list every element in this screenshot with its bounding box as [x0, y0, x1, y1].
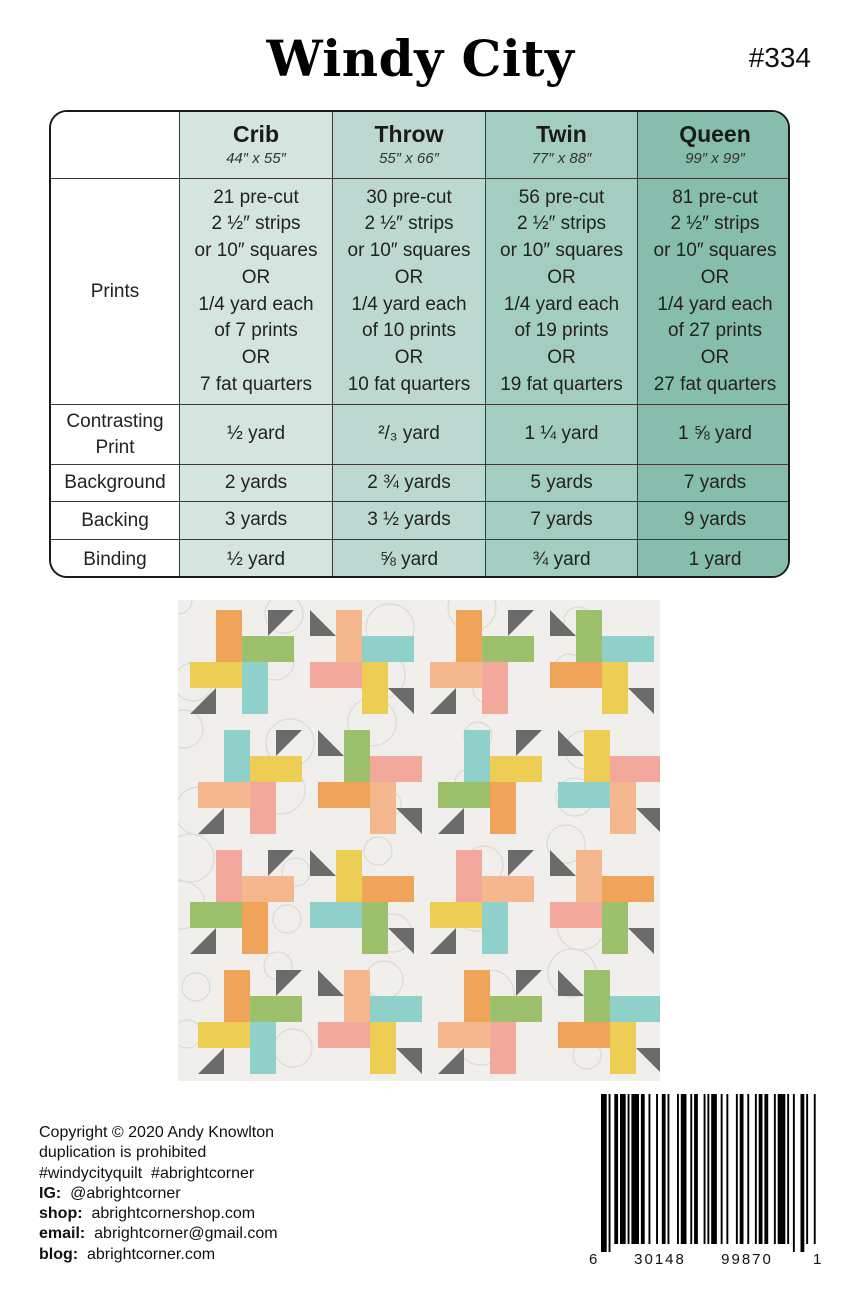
barcode-bar [614, 1094, 618, 1244]
barcode-bar [609, 1094, 611, 1252]
cell-prints-throw [333, 179, 486, 405]
hashtags-text: #windycityquilt #abrightcorner [39, 1164, 255, 1182]
cell-backing-twin [486, 502, 638, 540]
barcode-bar [747, 1094, 749, 1244]
cell-text: 7 yards [683, 471, 747, 493]
pinwheel-blade [336, 850, 362, 902]
pinwheel-blade [344, 970, 370, 1022]
cell-text: ²/₃ yard [378, 423, 440, 445]
pattern-number: #334 [748, 42, 811, 73]
barcode-bar [726, 1094, 728, 1244]
pinwheel-blade [242, 902, 268, 954]
pinwheel-blade [198, 1022, 250, 1048]
cell-text: of 10 prints [362, 320, 456, 342]
cell-background-throw [333, 465, 486, 502]
cell-background-crib [180, 465, 333, 502]
pinwheel-blade [242, 636, 294, 662]
cell-text: 1/4 yard each [198, 293, 314, 315]
cell-text: of 7 prints [214, 320, 298, 342]
pinwheel-blade [584, 730, 610, 782]
column-size: 55″ x 66″ [379, 150, 439, 167]
barcode-bar [787, 1094, 789, 1244]
cell-text: 7 yards [530, 509, 593, 531]
cell-binding-crib [180, 540, 333, 578]
duplication-text: duplication is prohibited [39, 1144, 207, 1162]
pinwheel-blade [550, 902, 602, 928]
cell-text: 10 fat quarters [347, 373, 471, 395]
row-label-text: Print [95, 436, 135, 458]
cell-text: or 10″ squares [194, 240, 318, 262]
cell-text: 2 ½″ strips [211, 213, 301, 235]
pinwheel-blade [490, 1022, 516, 1074]
pinwheel-blade [242, 662, 268, 714]
shop-label: shop: [39, 1205, 83, 1223]
column-header-twin [486, 112, 638, 179]
pinwheel-blade [610, 996, 660, 1022]
pinwheel-blade [456, 610, 482, 662]
pinwheel-blade [490, 782, 516, 834]
barcode-bar [814, 1094, 816, 1244]
ig-label: IG: [39, 1184, 62, 1202]
pinwheel-blade [190, 662, 242, 688]
cell-text: 1/4 yard each [351, 293, 467, 315]
cell-text: 2 ½″ strips [516, 213, 607, 235]
barcode-digit-right: 1 [813, 1251, 822, 1268]
barcode-bar [620, 1094, 626, 1244]
pinwheel-blade [370, 1022, 396, 1074]
barcode-bar [778, 1094, 786, 1244]
pinwheel-blade [456, 850, 482, 902]
cell-text: 27 fat quarters [653, 373, 777, 395]
barcode-bars [601, 1094, 816, 1252]
pinwheel-blade [370, 756, 422, 782]
pinwheel-blade [438, 782, 490, 808]
cell-text: 5 yards [530, 471, 593, 493]
quilt-image [178, 600, 660, 1081]
cell-backing-queen [638, 502, 790, 540]
pinwheel-blade [430, 662, 482, 688]
barcode-bar [681, 1094, 687, 1244]
pinwheel-blade [190, 902, 242, 928]
pinwheel-blade [576, 610, 602, 662]
pinwheel-blade [344, 730, 370, 782]
cell-backing-throw [333, 502, 486, 540]
pinwheel-blade [310, 902, 362, 928]
barcode-bar [736, 1094, 738, 1244]
cell-text: 1/4 yard each [503, 293, 620, 315]
pinwheel-blade [490, 996, 542, 1022]
cell-backing-crib [180, 502, 333, 540]
pinwheel-blade [482, 662, 508, 714]
barcode-bar [641, 1094, 645, 1244]
column-name: Queen [679, 121, 751, 147]
cell-text: OR [394, 266, 424, 288]
cell-background-twin [486, 465, 638, 502]
barcode-bar [677, 1094, 679, 1244]
cell-text: 81 pre-cut [672, 186, 758, 208]
row-label-contrasting-print [51, 405, 180, 465]
cell-background-queen [638, 465, 790, 502]
barcode-bar [759, 1094, 763, 1244]
barcode-bar [801, 1094, 805, 1252]
pinwheel-blade [610, 756, 660, 782]
cell-contrasting-print-crib [180, 405, 333, 465]
barcode-digit-left: 6 [589, 1251, 598, 1268]
shop-value: abrightcornershop.com [91, 1205, 256, 1223]
pinwheel-blade [464, 730, 490, 782]
cell-text: 3 yards [224, 509, 288, 531]
cell-text: OR [547, 346, 576, 368]
cell-text: of 27 prints [668, 320, 762, 342]
cell-text: ½ yard [226, 423, 286, 445]
pinwheel-blade [430, 902, 482, 928]
cell-text: 2 ½″ strips [670, 213, 760, 235]
pinwheel-blade [610, 782, 636, 834]
barcode-bar [721, 1094, 723, 1244]
row-label-text: Contrasting [66, 410, 164, 432]
row-label-text: Binding [83, 549, 147, 570]
cell-prints-crib [180, 179, 333, 405]
pinwheel-blade [318, 782, 370, 808]
pinwheel-blade [250, 996, 302, 1022]
shop-line [39, 1204, 278, 1224]
pinwheel-blade [250, 756, 302, 782]
cell-text: OR [241, 346, 271, 368]
cell-text: 7 fat quarters [200, 373, 312, 395]
cell-text: 1 ¼ yard [524, 423, 599, 445]
cell-text: 1/4 yard each [657, 293, 773, 315]
column-size: 77″ x 88″ [531, 150, 592, 167]
cell-text: ½ yard [226, 548, 286, 570]
cell-text: OR [547, 266, 576, 288]
ig-value: @abrightcorner [70, 1184, 181, 1202]
barcode-bar [774, 1094, 776, 1244]
barcode-bar [740, 1094, 744, 1244]
cell-text: OR [700, 346, 730, 368]
barcode-bar [806, 1094, 808, 1244]
cell-text: OR [700, 266, 730, 288]
cell-binding-throw [333, 540, 486, 578]
pinwheel-blade [464, 970, 490, 1022]
pinwheel-blade [362, 662, 388, 714]
pinwheel-blade [224, 730, 250, 782]
row-label-text: Prints [90, 280, 140, 302]
pinwheel-blade [370, 782, 396, 834]
pinwheel-blade [318, 1022, 370, 1048]
cell-text: 9 yards [683, 509, 747, 531]
cell-text: 56 pre-cut [518, 186, 605, 208]
pinwheel-blade [610, 1022, 636, 1074]
pattern-title: Windy City [266, 29, 575, 88]
quilt-photo [178, 600, 660, 1081]
cell-contrasting-print-throw [333, 405, 486, 465]
blog-label: blog: [39, 1245, 79, 1263]
pinwheel-blade [482, 876, 534, 902]
row-label-text: Background [64, 472, 166, 493]
pinwheel-blade [490, 756, 542, 782]
cell-text: 1 ⅝ yard [678, 423, 752, 445]
pinwheel-blade [602, 662, 628, 714]
cell-text: ¾ yard [532, 548, 591, 570]
row-label-background [51, 465, 180, 502]
barcode [583, 1092, 823, 1272]
cell-binding-queen [638, 540, 790, 578]
pinwheel-blade [336, 610, 362, 662]
pinwheel-blade [216, 850, 242, 902]
pinwheel-blade [482, 636, 534, 662]
barcode-bar [662, 1094, 666, 1244]
pinwheel-blade [558, 1022, 610, 1048]
pinwheel-blade [584, 970, 610, 1022]
pinwheel-blade [482, 902, 508, 954]
pinwheel-blade [362, 636, 414, 662]
column-name: Throw [374, 121, 444, 147]
row-label-prints [51, 179, 180, 405]
email-label: email: [39, 1225, 86, 1243]
column-name: Crib [233, 121, 279, 147]
cell-text: ⅝ yard [379, 548, 439, 570]
pinwheel-blade [198, 782, 250, 808]
barcode-bar [649, 1094, 651, 1244]
email-value: abrightcorner@gmail.com [94, 1225, 278, 1243]
cell-text: 2 ¾ yards [367, 471, 451, 493]
pinwheel-blade [558, 782, 610, 808]
barcode-bar [656, 1094, 658, 1244]
barcode-bar [755, 1094, 757, 1244]
pinwheel-blade [550, 662, 602, 688]
blog-value: abrightcorner.com [86, 1245, 216, 1263]
cell-prints-twin [486, 179, 638, 405]
cell-text: or 10″ squares [653, 240, 777, 262]
cell-text: 2 yards [224, 471, 288, 493]
row-label-binding [51, 540, 180, 578]
pinwheel-blade [370, 996, 422, 1022]
footer-info [39, 1123, 278, 1265]
pinwheel-blade [438, 1022, 490, 1048]
pinwheel-blade [250, 782, 276, 834]
barcode-bar [704, 1094, 706, 1244]
cell-text: 21 pre-cut [213, 186, 299, 208]
cell-binding-twin [486, 540, 638, 578]
row-label-text: Backing [81, 509, 149, 531]
barcode-bar [707, 1094, 709, 1244]
barcode-bar [690, 1094, 692, 1244]
barcode-bar [793, 1094, 795, 1252]
pinwheel-blade [362, 902, 388, 954]
blog-line [39, 1245, 278, 1265]
cell-text: or 10″ squares [347, 240, 471, 262]
pinwheel-blade [602, 636, 654, 662]
cell-text: 1 yard [688, 548, 742, 570]
barcode-bar [711, 1094, 717, 1244]
column-size: 99″ x 99″ [685, 150, 745, 167]
barcode-bar [628, 1094, 630, 1244]
column-header-queen [638, 112, 790, 179]
barcode-group-1: 30148 [634, 1251, 686, 1268]
cell-text: 3 ½ yards [367, 509, 451, 531]
column-header-crib [180, 112, 333, 179]
pinwheel-blade [250, 1022, 276, 1074]
row-label-backing [51, 502, 180, 540]
cell-text: OR [394, 346, 424, 368]
email-line [39, 1224, 278, 1244]
cell-text: or 10″ squares [500, 240, 623, 262]
pinwheel-blade [242, 876, 294, 902]
cell-text: OR [241, 266, 271, 288]
cell-text: 19 fat quarters [500, 373, 623, 395]
barcode-group-2: 99870 [721, 1251, 773, 1268]
pinwheel-blade [216, 610, 242, 662]
barcode-bar [668, 1094, 670, 1244]
pinwheel-blade [362, 876, 414, 902]
column-size: 44″ x 55″ [226, 150, 286, 167]
pinwheel-blade [310, 662, 362, 688]
cell-text: 30 pre-cut [366, 186, 452, 208]
pinwheel-blade [602, 876, 654, 902]
copyright-text: Copyright © 2020 Andy Knowlton [39, 1124, 275, 1141]
pinwheel-blade [576, 850, 602, 902]
ig-line [39, 1184, 278, 1204]
pinwheel-blade [602, 902, 628, 954]
cell-text: of 19 prints [514, 320, 609, 342]
barcode-bar [764, 1094, 768, 1244]
table-corner [51, 112, 180, 179]
barcode-bar [631, 1094, 639, 1244]
fabric-requirements-table [49, 110, 790, 578]
cell-prints-queen [638, 179, 790, 405]
pinwheel-blade [224, 970, 250, 1022]
barcode-bar [694, 1094, 698, 1244]
cell-contrasting-print-queen [638, 405, 790, 465]
cell-text: 2 ½″ strips [364, 213, 454, 235]
cell-contrasting-print-twin [486, 405, 638, 465]
barcode-bar [601, 1094, 607, 1252]
column-header-throw [333, 112, 486, 179]
column-name: Twin [536, 121, 587, 147]
